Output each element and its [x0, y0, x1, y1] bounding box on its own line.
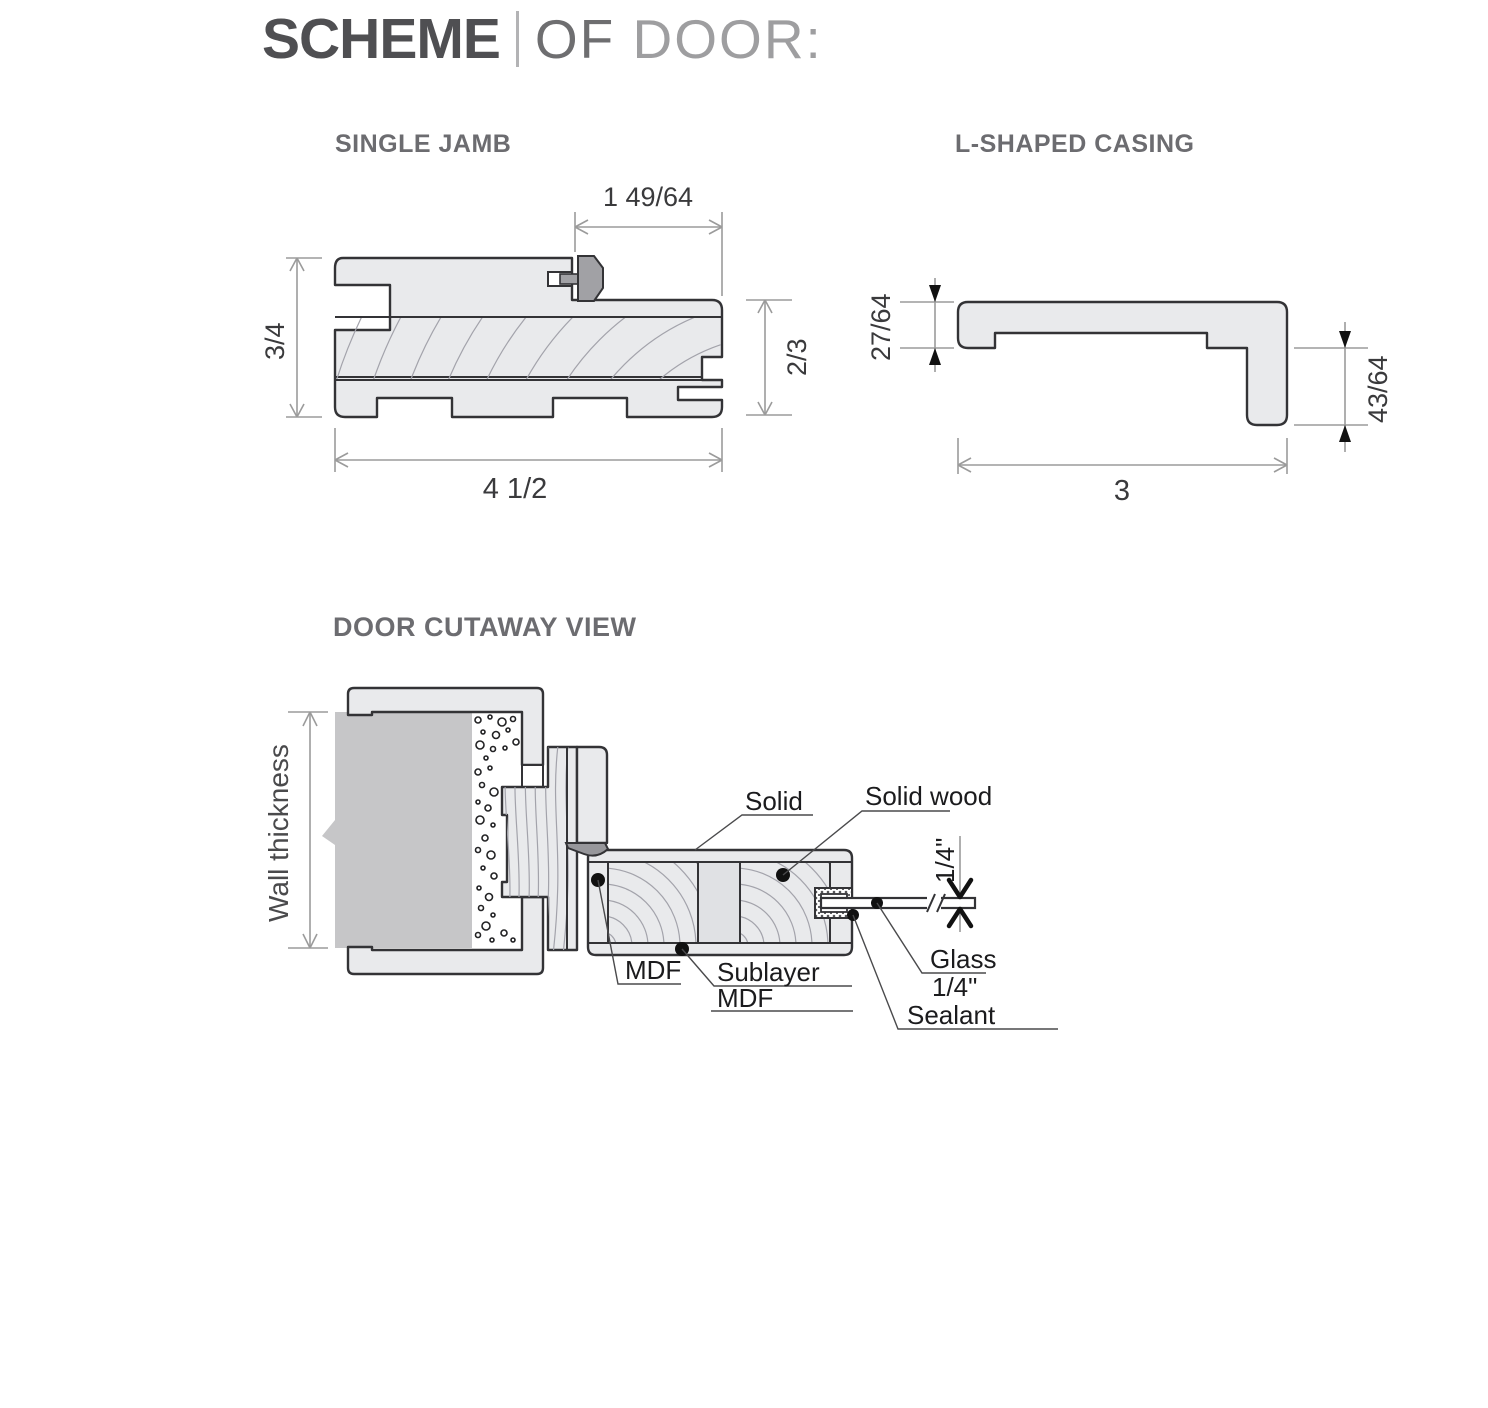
l-shaped-casing-diagram — [860, 260, 1440, 515]
dim-jamb-left-text: 3/4 — [260, 322, 290, 360]
heading-single-jamb: SINGLE JAMB — [335, 130, 512, 158]
dim-casing-bottom — [958, 438, 1287, 507]
label-mdf: MDF — [625, 955, 682, 985]
glass-pane — [821, 898, 975, 908]
solid-leader — [695, 815, 813, 850]
dim-glass-text: 1/4" — [930, 837, 960, 883]
dim-casing-right-text: 43/64 — [1363, 355, 1393, 423]
single-jamb-diagram — [260, 180, 820, 515]
title-divider-bar — [516, 11, 519, 67]
dim-jamb-right-text: 2/3 — [782, 338, 812, 376]
dim-casing-bottom-text: 3 — [1113, 475, 1131, 507]
dim-casing-left-text: 27/64 — [866, 293, 896, 361]
title-door: DOOR: — [632, 8, 823, 70]
label-sublayer-line1: Sublayer — [717, 957, 820, 987]
dim-casing-right — [1294, 322, 1393, 452]
dim-jamb-bottom-text: 4 1/2 — [482, 473, 548, 505]
door-cutaway-diagram — [250, 650, 1488, 1090]
wall-section — [322, 712, 472, 948]
dim-glass-thickness — [930, 836, 971, 932]
heading-l-shaped-casing: L-SHAPED CASING — [955, 130, 1195, 158]
label-glass-line1: Glass — [930, 944, 997, 974]
single-jamb-profile-shape — [335, 258, 722, 417]
door-core-strip — [698, 863, 740, 942]
dim-wall-thickness — [263, 712, 328, 948]
label-sublayer-line2: MDF — [717, 983, 774, 1013]
page-title — [262, 6, 823, 72]
dim-jamb-bottom — [335, 428, 722, 505]
l-casing-profile-shape — [958, 302, 1287, 425]
dim-casing-left — [866, 278, 954, 372]
label-sealant: Sealant — [907, 1000, 996, 1030]
page-title-secondary — [535, 7, 823, 71]
dim-jamb-top-text: 1 49/64 — [602, 182, 694, 212]
page-title-primary: SCHEME — [262, 7, 500, 71]
top-casing-notch — [522, 765, 543, 787]
label-glass-line2: 1/4" — [932, 972, 978, 1002]
title-of: OF — [534, 8, 616, 70]
dim-wall-text: Wall thickness — [263, 744, 294, 922]
door-stop-shape — [577, 747, 607, 843]
dim-jamb-left — [260, 258, 322, 417]
dim-jamb-right — [746, 300, 812, 415]
heading-door-cutaway: DOOR CUTAWAY VIEW — [333, 612, 637, 642]
glass-pocket — [815, 888, 975, 918]
label-solid: Solid — [745, 786, 803, 816]
label-solid-wood: Solid wood — [865, 781, 993, 811]
